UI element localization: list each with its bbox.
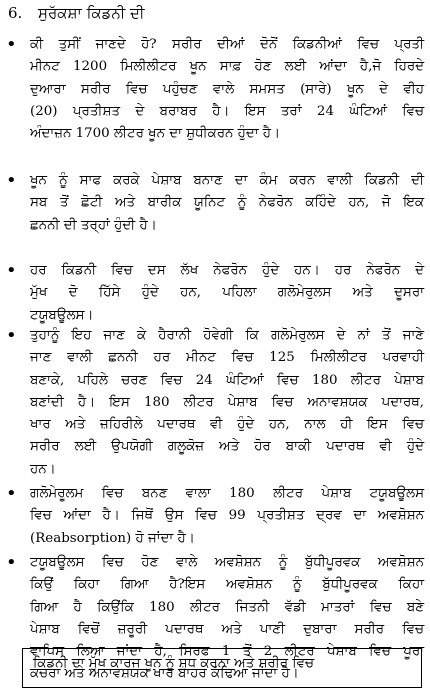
bullet-icon: • [6, 552, 17, 573]
bullet-line: (20) ਪ੍ਰਤੀਸ਼ਤ ਦੇ ਬਰਾਬਰ ਹੈ। ਇਸ ਤਰਾਂ 24 ਘੰਟਿਆਂ ਵਿਚ [30, 103, 424, 119]
bullet-item [0, 260, 430, 325]
bullet-line: ਕਚਰਾ ਅਤੇ ਅਨਾਵਸ਼ਯਕ ਖਾਰ ਬਾਹਰ ਕੱਢਿਆ ਜਾਂਦਾ ਹੈ। [30, 666, 299, 682]
summary-callout-text: ਕਿਡਨੀ ਦਾ ਮੁੱਖ ਕਾਰਜ ਖੂਨ ਨੂੰ ਸ਼ੁਧ ਕਰਨਾ ਅਤੇ ਸਰੀਰ ਵਿਚ [33, 656, 315, 671]
bullet-line: ਬਣਾਂਦੀ ਹੈ। ਇਸ 180 ਲੀਟਰ ਪੇਸ਼ਾਬ ਵਿਚ ਅਨਾਵਸ਼ਯਕ ਪਦਾਰਥ, [30, 394, 425, 410]
bullet-line: ਗਿਆ ਹੈ ਕਿਉਂਕਿ 180 ਲੀਟਰ ਜਿਤਨੀ ਵੱਡੀ ਮਾਤਰਾਂ ਵਿਚ ਬਣੇ [30, 599, 424, 615]
bullet-line: ਤੁਹਾਨੂੰ ਇਹ ਜਾਣ ਕੇ ਹੈਰਾਨੀ ਹੋਵੇਗੀ ਕਿ ਗਲੋਮੇਰੁਲਸ ਦੇ ਨਾਂ ਤੋਂ ਜਾਣੇ [30, 328, 424, 343]
bullet-icon: • [6, 34, 17, 55]
bullet-line: ਅੰਦਾਜ਼ਨ 1700 ਲੀਟਰ ਖੂਨ ਦਾ ਸ਼ੁਧੀਕਰਨ ਹੁੰਦਾ ਹੈ। [30, 126, 281, 142]
bullet-line: ਮੀਨਟ 1200 ਮਿਲੀਲੀਟਰ ਖੂਨ ਸਾਫ਼ ਹੋਣ ਲਈ ਆਂਦਾ ਹੈ,ਜੋ ਹਿਰਦੇ [30, 59, 424, 75]
bullet-line: (Reabsorption) ਹੋ ਜਾਂਦਾ ਹੈ। [30, 530, 195, 546]
bullet-list [0, 34, 430, 692]
section-number: 6. [8, 4, 23, 22]
bullet-line: ਗਲੋਮੇਰੂਲਮ ਵਿਚ ਬਨਣ ਵਾਲਾ 180 ਲੀਟਰ ਪੇਸ਼ਾਬ ਟਯੂਬਊਲਸ [30, 486, 424, 501]
bullet-line: ਮੁੱਖ ਦੋ ਹਿੱਸੇ ਹੁੰਦੇ ਹਨ, ਪਹਿਲਾ ਗਲੋਮੇਰੁਲਸ ਅਤੇ ਦੂਸਰਾ [30, 285, 424, 301]
bullet-line: ਸਬ ਤੋਂ ਛੋਟੀ ਅਤੇ ਬਾਰੀਕ ਯੂਨਿਟ ਨੂੰ ਨੇਫਰੋਨ ਕਹਿੰਦੇ ਹਨ, ਜੋ ਇਕ [30, 195, 424, 211]
bullet-line: ਖਾਰ ਅਤੇ ਜ਼ਹਿਰੀਲੇ ਪਦਾਰਥ ਵੀ ਹੁੰਦੇ ਹਨ, ਨਾਲ ਹੀ ਇਸ ਵਿਚ [30, 417, 424, 433]
bullet-line: ਬਣਾਕੇ, ਪਹਿਲੇ ਚਰਣ ਵਿਚ 24 ਘੰਟਿਆਂ ਵਿਚ 180 ਲੀਟਰ ਪੇਸ਼ਾਬ [30, 372, 424, 388]
bullet-line: ਵਾਪਿਸ ਲਿਆ ਜਾਂਦਾ ਹੈ, ਸਿਰਫ 1 ਤੋਂ 2 ਲੀਟਰ ਪੇਸ਼ਾਬ ਵਿਚ ਪੂਰਾ [30, 644, 424, 660]
bullet-line: ਹਰ ਕਿਡਨੀ ਵਿਚ ਦਸ ਲੱਖ ਨੇਫਰੋਨ ਹੁੰਦੇ ਹਨ। ਹਰ ਨੇਫਰੋਨ ਦੇ [30, 263, 424, 278]
bullet-item [0, 34, 430, 170]
bullet-item [0, 170, 430, 260]
section-title: ਸੁਰੱਕਸ਼ਾ ਕਿਡਨੀ ਦੀ [38, 4, 145, 22]
bullet-line: ਦੁਆਰਾ ਸਰੀਰ ਵਿਚ ਪਹੁੰਚਣ ਵਾਲੇ ਸਮਸਤ (ਸਾਰੇ) ਖੂਨ ਦੇ ਵੀਹ [30, 81, 424, 97]
bullet-icon: • [6, 483, 17, 504]
bullet-line: ਛਨਨੀ ਦੀ ਤਰ੍ਹਾਂ ਹੁੰਦੀ ਹੈ। [30, 217, 157, 233]
section-heading [8, 3, 144, 23]
bullet-line: ਕਿਉਂ ਕਿਹਾ ਗਿਆ ਹੈ?ਇਸ ਅਵਸ਼ੋਸ਼ਨ ਨੂੰ ਬੁੱਧੀਪੂਰਵਕ ਕਿਹਾ [30, 577, 424, 593]
bullet-line: ਵਿਚ ਆਂਦਾ ਹੈ। ਜਿਥੋਂ ਉਸ ਵਿਚ 99 ਪ੍ਰਤੀਸ਼ਤ ਦ੍ਰਵ ਦਾ ਅਵਸ਼ੋਸ਼ਨ [30, 508, 424, 524]
bullet-item [0, 325, 430, 483]
bullet-line: ਪੇਸ਼ਾਬ ਵਿਚੋਂ ਜ਼ਰੂਰੀ ਪਦਾਰਥ ਅਤੇ ਪਾਣੀ ਦੁਬਾਰਾ ਸਰੀਰ ਵਿਚ [30, 621, 424, 637]
bullet-line: ਟਯੂਬਊਲਸ ਵਿਚ ਹੋਣ ਵਾਲੇ ਅਵਸ਼ੋਸ਼ਨ ਨੂੰ ਬੁੱਧੀਪੂਰਵਕ ਅਵਸ਼ੋਸ਼ਨ [30, 555, 424, 570]
bullet-line: ਕੀ ਤੁਸੀਂ ਜਾਣਦੇ ਹੋ? ਸਰੀਰ ਦੀਆਂ ਦੋਨੋਂ ਕਿਡਨੀਆਂ ਵਿਚ ਪ੍ਰਤੀ [30, 37, 424, 52]
bullet-icon: • [6, 325, 17, 346]
bullet-line: ਖੂਨ ਨੂੰ ਸਾਫ ਕਰਕੇ ਪੇਸ਼ਾਬ ਬਨਾਣ ਦਾ ਕੰਮ ਕਰਨ ਵਾਲੀ ਕਿਡਨੀ ਦੀ [30, 173, 424, 188]
bullet-line: ਟਯੂਬਊਲਸ। [30, 307, 94, 323]
bullet-item [0, 483, 430, 552]
bullet-line: ਜਾਣ ਵਾਲੀ ਛਨਨੀ ਹਰ ਮੀਨਟ ਵਿਚ 125 ਮਿਲੀਲੀਟਰ ਪਰਵਾਹੀ [30, 350, 424, 366]
bullet-line: ਸਰੀਰ ਲਈ ਉਪਯੋਗੀ ਗਲੂਕੋਜ਼ ਅਤੇ ਹੋਰ ਬਾਕੀ ਪਦਾਰਥ ਵੀ ਹੁੰਦੇ [30, 439, 424, 455]
summary-callout-box [22, 648, 422, 688]
bullet-icon: • [6, 170, 17, 191]
bullet-icon: • [6, 260, 17, 281]
bullet-line: ਹਨ। [30, 461, 56, 477]
